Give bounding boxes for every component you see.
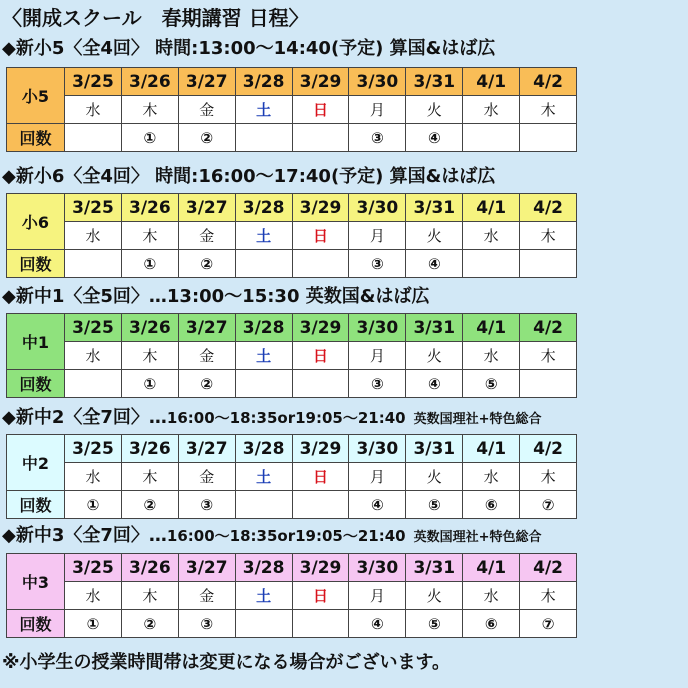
session-count-cell: [292, 610, 349, 638]
session-count-cell: ⑤: [463, 370, 520, 398]
session-count-cell: [65, 370, 122, 398]
date-cell: 3/25: [65, 554, 122, 582]
weekday-cell: 日: [292, 222, 349, 250]
session-count-cell: [463, 250, 520, 278]
session-count-cell: ①: [121, 124, 178, 152]
date-cell: 3/30: [349, 554, 406, 582]
weekday-cell: 日: [292, 582, 349, 610]
weekday-cell: 月: [349, 222, 406, 250]
weekday-cell: 火: [406, 582, 463, 610]
grade-label: 小5: [7, 68, 65, 124]
session-count-cell: ②: [178, 250, 235, 278]
date-cell: 3/31: [406, 554, 463, 582]
section-heading-subjects: 英数国理社+特色総合: [413, 412, 542, 427]
date-row: [7, 554, 577, 582]
date-cell: 3/31: [406, 68, 463, 96]
weekday-cell: 水: [463, 222, 520, 250]
weekday-cell: 水: [65, 222, 122, 250]
session-count-cell: [520, 250, 577, 278]
date-row: [7, 194, 577, 222]
session-count-cell: ④: [349, 610, 406, 638]
session-count-cell: ②: [178, 124, 235, 152]
session-count-cell: [235, 250, 292, 278]
date-cell: 3/27: [178, 68, 235, 96]
section-heading-text: ◆新小5〈全4回〉 時間:13:00～14:40(予定) 算国&はば広: [2, 38, 496, 59]
date-cell: 3/26: [121, 194, 178, 222]
date-cell: 4/2: [520, 194, 577, 222]
weekday-cell: 水: [463, 463, 520, 491]
date-cell: 3/25: [65, 68, 122, 96]
date-cell: 4/2: [520, 435, 577, 463]
weekday-row: [7, 582, 577, 610]
date-cell: 3/28: [235, 435, 292, 463]
date-cell: 3/28: [235, 68, 292, 96]
section-heading-subjects: 英数国理社+特色総合: [413, 530, 542, 545]
date-row: [7, 435, 577, 463]
date-cell: 3/31: [406, 314, 463, 342]
weekday-cell: 火: [406, 96, 463, 124]
weekday-cell: 金: [178, 582, 235, 610]
session-count-cell: ③: [178, 491, 235, 519]
count-row: [7, 610, 577, 638]
section-heading-chu1: [2, 284, 429, 310]
weekday-row: [7, 463, 577, 491]
count-label: 回数: [7, 370, 65, 398]
weekday-cell: 水: [463, 96, 520, 124]
count-row: [7, 124, 577, 152]
date-cell: 3/30: [349, 435, 406, 463]
weekday-cell: 土: [235, 96, 292, 124]
session-count-cell: ①: [65, 610, 122, 638]
date-cell: 3/25: [65, 435, 122, 463]
count-row: [7, 250, 577, 278]
date-cell: 3/27: [178, 435, 235, 463]
date-cell: 4/1: [463, 554, 520, 582]
count-label: 回数: [7, 610, 65, 638]
weekday-cell: 土: [235, 342, 292, 370]
session-count-cell: [463, 124, 520, 152]
weekday-cell: 日: [292, 463, 349, 491]
date-cell: 3/27: [178, 314, 235, 342]
section-heading-sho6: [2, 164, 495, 190]
weekday-cell: 金: [178, 96, 235, 124]
date-cell: 3/25: [65, 194, 122, 222]
session-count-cell: ④: [406, 124, 463, 152]
date-cell: 4/1: [463, 435, 520, 463]
weekday-cell: 水: [463, 342, 520, 370]
session-count-cell: ①: [121, 250, 178, 278]
date-cell: 3/28: [235, 194, 292, 222]
schedule-table-chu3: [6, 553, 577, 638]
date-cell: 3/29: [292, 68, 349, 96]
weekday-cell: 火: [406, 342, 463, 370]
date-cell: 3/27: [178, 554, 235, 582]
weekday-cell: 水: [65, 96, 122, 124]
weekday-cell: 水: [463, 582, 520, 610]
session-count-cell: [520, 124, 577, 152]
weekday-cell: 木: [121, 463, 178, 491]
session-count-cell: [235, 124, 292, 152]
section-heading-text: ◆新小6〈全4回〉 時間:16:00～17:40(予定) 算国&はば広: [2, 166, 496, 187]
date-cell: 3/26: [121, 554, 178, 582]
session-count-cell: ①: [121, 370, 178, 398]
section-heading-time: 16:00～18:35or19:05～21:40: [166, 409, 406, 427]
session-count-cell: [520, 370, 577, 398]
session-count-cell: ④: [406, 370, 463, 398]
date-cell: 4/1: [463, 314, 520, 342]
date-cell: 3/28: [235, 554, 292, 582]
date-cell: 3/29: [292, 554, 349, 582]
weekday-cell: 木: [121, 582, 178, 610]
count-row: [7, 370, 577, 398]
section-heading-sho5: [2, 36, 495, 62]
weekday-row: [7, 342, 577, 370]
weekday-cell: 木: [520, 582, 577, 610]
session-count-cell: [65, 250, 122, 278]
session-count-cell: ②: [121, 610, 178, 638]
section-heading-chu3: [2, 523, 542, 551]
count-label: 回数: [7, 491, 65, 519]
weekday-cell: 木: [520, 342, 577, 370]
weekday-cell: 水: [65, 463, 122, 491]
date-cell: 3/29: [292, 314, 349, 342]
weekday-cell: 木: [520, 96, 577, 124]
weekday-cell: 月: [349, 582, 406, 610]
date-cell: 3/26: [121, 314, 178, 342]
page-title: 〈開成スクール 春期講習 日程〉: [2, 6, 309, 30]
date-cell: 4/2: [520, 314, 577, 342]
weekday-cell: 木: [121, 96, 178, 124]
count-row: [7, 491, 577, 519]
schedule-table-chu2: [6, 434, 577, 519]
session-count-cell: ⑥: [463, 491, 520, 519]
session-count-cell: [65, 124, 122, 152]
weekday-row: [7, 222, 577, 250]
session-count-cell: ⑤: [406, 610, 463, 638]
grade-label: 小6: [7, 194, 65, 250]
weekday-cell: 金: [178, 222, 235, 250]
session-count-cell: ③: [349, 250, 406, 278]
session-count-cell: ①: [65, 491, 122, 519]
session-count-cell: [292, 370, 349, 398]
footnote: ※小学生の授業時間帯は変更になる場合がございます。: [2, 652, 451, 673]
session-count-cell: ⑥: [463, 610, 520, 638]
session-count-cell: [292, 250, 349, 278]
weekday-cell: 水: [65, 582, 122, 610]
session-count-cell: [235, 610, 292, 638]
weekday-cell: 月: [349, 463, 406, 491]
weekday-cell: 木: [121, 342, 178, 370]
section-heading-time: 16:00～18:35or19:05～21:40: [166, 527, 406, 545]
date-cell: 3/26: [121, 435, 178, 463]
weekday-cell: 木: [121, 222, 178, 250]
weekday-cell: 月: [349, 96, 406, 124]
session-count-cell: ④: [406, 250, 463, 278]
session-count-cell: ③: [178, 610, 235, 638]
date-cell: 3/30: [349, 314, 406, 342]
session-count-cell: ⑤: [406, 491, 463, 519]
weekday-cell: 水: [65, 342, 122, 370]
date-cell: 3/29: [292, 194, 349, 222]
schedule-table-sho6: [6, 193, 577, 278]
session-count-cell: [235, 491, 292, 519]
session-count-cell: ⑦: [520, 610, 577, 638]
date-cell: 4/1: [463, 194, 520, 222]
session-count-cell: ③: [349, 124, 406, 152]
weekday-row: [7, 96, 577, 124]
weekday-cell: 木: [520, 463, 577, 491]
session-count-cell: ④: [349, 491, 406, 519]
weekday-cell: 火: [406, 463, 463, 491]
date-cell: 4/2: [520, 554, 577, 582]
date-cell: 3/26: [121, 68, 178, 96]
count-label: 回数: [7, 250, 65, 278]
weekday-cell: 火: [406, 222, 463, 250]
date-cell: 3/31: [406, 194, 463, 222]
date-cell: 4/1: [463, 68, 520, 96]
date-cell: 3/30: [349, 194, 406, 222]
weekday-cell: 土: [235, 463, 292, 491]
weekday-cell: 木: [520, 222, 577, 250]
session-count-cell: [292, 491, 349, 519]
weekday-cell: 土: [235, 582, 292, 610]
session-count-cell: [292, 124, 349, 152]
date-row: [7, 68, 577, 96]
date-cell: 3/28: [235, 314, 292, 342]
weekday-cell: 金: [178, 463, 235, 491]
section-heading-text: ◆新中1〈全5回〉…13:00～15:30 英数国&はば広: [2, 286, 430, 307]
date-cell: 3/29: [292, 435, 349, 463]
weekday-cell: 土: [235, 222, 292, 250]
section-heading-text: ◆新中3〈全7回〉…: [2, 525, 167, 546]
session-count-cell: ②: [121, 491, 178, 519]
grade-label: 中2: [7, 435, 65, 491]
weekday-cell: 月: [349, 342, 406, 370]
date-cell: 4/2: [520, 68, 577, 96]
grade-label: 中3: [7, 554, 65, 610]
session-count-cell: ②: [178, 370, 235, 398]
session-count-cell: ⑦: [520, 491, 577, 519]
date-cell: 3/31: [406, 435, 463, 463]
session-count-cell: ③: [349, 370, 406, 398]
weekday-cell: 日: [292, 96, 349, 124]
section-heading-chu2: [2, 405, 542, 433]
grade-label: 中1: [7, 314, 65, 370]
date-cell: 3/30: [349, 68, 406, 96]
date-row: [7, 314, 577, 342]
schedule-table-sho5: [6, 67, 577, 152]
session-count-cell: [235, 370, 292, 398]
count-label: 回数: [7, 124, 65, 152]
weekday-cell: 日: [292, 342, 349, 370]
section-heading-text: ◆新中2〈全7回〉…: [2, 407, 167, 428]
schedule-table-chu1: [6, 313, 577, 398]
date-cell: 3/27: [178, 194, 235, 222]
weekday-cell: 金: [178, 342, 235, 370]
date-cell: 3/25: [65, 314, 122, 342]
